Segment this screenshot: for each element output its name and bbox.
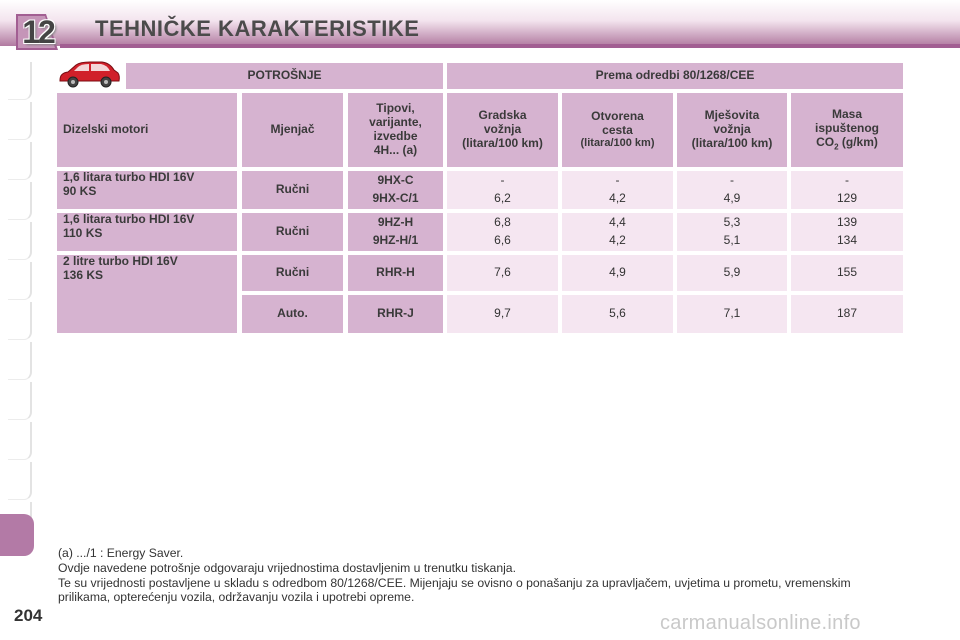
col-header-engine: Dizelski motori [57, 93, 237, 167]
watermark: carmanualsonline.info [660, 612, 861, 634]
side-tab[interactable] [8, 342, 32, 380]
footnote: Te su vrijednosti postavljene u skladu s odredbom 80/1268/CEE. Mijenjaju se ovisno o ponašanju za upravljačem, uvjetima u prometu, vremenskim prilikama, opterećenju vozila, održavanju vozila i upotrebi opreme. [58, 576, 851, 604]
row-urban [447, 213, 558, 251]
row-combined [677, 213, 787, 251]
col-header-types-line: izvedbe [373, 129, 418, 143]
page-number: 204 [14, 606, 43, 625]
co2-unit: (g/km) [841, 135, 878, 149]
col-header-combined-line: (litara/100 km) [691, 135, 773, 150]
row-urban: 9,7 [447, 295, 558, 333]
value: 4,4 [609, 215, 626, 230]
col-header-types-line: Tipovi, [376, 101, 415, 116]
col-header-types [348, 93, 443, 167]
row-combined: 5,9 [677, 255, 787, 291]
co2-subscript: 2 [834, 142, 839, 152]
row-combined: 7,1 [677, 295, 787, 333]
side-tab-active[interactable] [0, 514, 34, 556]
value: 6,2 [494, 191, 511, 205]
col-header-types-line: varijante, [369, 115, 422, 130]
col-header-co2-line: ispuštenog [814, 121, 879, 136]
col-header-urban-line: Gradska [478, 108, 527, 123]
value: - [730, 173, 734, 188]
row-gearbox: Auto. [242, 295, 343, 333]
group-header-regulation: Prema odredbi 80/1268/CEE [447, 63, 903, 89]
side-tab[interactable] [8, 422, 32, 460]
value: 6,6 [494, 233, 511, 247]
row-urban [447, 171, 558, 209]
value: 5,1 [723, 233, 741, 247]
side-tab[interactable] [8, 142, 32, 180]
row-extra-urban: 5,6 [562, 295, 673, 333]
row-engine-line: 110 KS [63, 225, 103, 240]
row-engine [57, 213, 237, 251]
row-engine [57, 255, 237, 333]
row-extra-urban: 4,9 [562, 255, 673, 291]
row-type-value: 9HX-C/1 [372, 191, 419, 205]
side-tab[interactable] [8, 62, 32, 100]
side-tab-strip [0, 62, 34, 577]
row-engine-line: 90 KS [63, 183, 97, 198]
row-co2: 155 [791, 255, 903, 291]
side-tab[interactable] [8, 302, 32, 340]
group-header-consumption: POTROŠNJE [126, 63, 443, 89]
col-header-extra-urban-line: (litara/100 km) [580, 137, 655, 150]
page-title: TEHNIČKE KARAKTERISTIKE [95, 16, 420, 41]
col-header-urban-line: (litara/100 km) [462, 135, 543, 150]
value: 129 [836, 191, 858, 205]
value: 4,2 [609, 233, 626, 247]
chapter-number: 12 [22, 14, 54, 50]
row-extra-urban [562, 171, 673, 209]
row-engine-line: 2 litre turbo HDI 16V [63, 254, 178, 268]
col-header-gearbox: Mjenjač [242, 93, 343, 167]
row-type-value: 9HX-C [377, 173, 414, 188]
row-type-value: 9HZ-H/1 [372, 233, 419, 247]
footnote: (a) .../1 : Energy Saver. [58, 546, 184, 560]
row-types [348, 213, 443, 251]
row-engine-line: 136 KS [63, 267, 104, 282]
row-gearbox: Ručni [242, 213, 343, 251]
value: 134 [836, 233, 858, 247]
row-types [348, 171, 443, 209]
side-tab[interactable] [8, 222, 32, 260]
row-combined [677, 171, 787, 209]
row-co2: 187 [791, 295, 903, 333]
value: - [845, 173, 849, 188]
row-types: RHR-J [348, 295, 443, 333]
col-header-co2 [791, 93, 903, 167]
value: 4,2 [609, 191, 626, 205]
row-gearbox: Ručni [242, 171, 343, 209]
side-tab[interactable] [8, 262, 32, 300]
footnotes [58, 546, 906, 605]
col-header-extra-urban-line: cesta [602, 122, 633, 137]
value: - [500, 173, 505, 188]
row-engine [57, 171, 237, 209]
row-extra-urban [562, 213, 673, 251]
row-types: RHR-H [348, 255, 443, 291]
side-tab[interactable] [8, 102, 32, 140]
row-co2 [791, 171, 903, 209]
col-header-extra-urban [562, 93, 673, 167]
co2-symbol: CO [816, 135, 835, 149]
header-rule [60, 44, 960, 48]
car-icon [56, 60, 122, 90]
row-gearbox: Ručni [242, 255, 343, 291]
row-engine-line: 1,6 litara turbo HDI 16V [63, 170, 195, 184]
side-tab[interactable] [8, 182, 32, 220]
col-header-extra-urban-line: Otvorena [591, 108, 644, 123]
row-urban: 7,6 [447, 255, 558, 291]
value: 5,3 [723, 215, 741, 230]
row-engine-line: 1,6 litara turbo HDI 16V [63, 212, 195, 226]
side-tab[interactable] [8, 462, 32, 500]
row-co2 [791, 213, 903, 251]
col-header-combined [677, 93, 787, 167]
col-header-co2-line: Masa [831, 107, 863, 122]
row-type-value: 9HZ-H [377, 215, 414, 230]
value: - [615, 173, 620, 188]
col-header-urban-line: vožnja [483, 122, 522, 137]
col-header-combined-line: Mješovita [704, 108, 760, 123]
col-header-co2-formula [816, 136, 878, 152]
footnote: Ovdje navedene potrošnje odgovaraju vrijednostima dostavljenim u trenutku tiskanja. [58, 561, 516, 575]
value: 6,8 [494, 215, 511, 230]
col-header-urban [447, 93, 558, 167]
value: 139 [836, 215, 858, 230]
value: 4,9 [723, 191, 741, 205]
side-tab[interactable] [8, 382, 32, 420]
col-header-types-line: 4H... (a) [373, 142, 418, 157]
col-header-combined-line: vožnja [713, 122, 751, 137]
